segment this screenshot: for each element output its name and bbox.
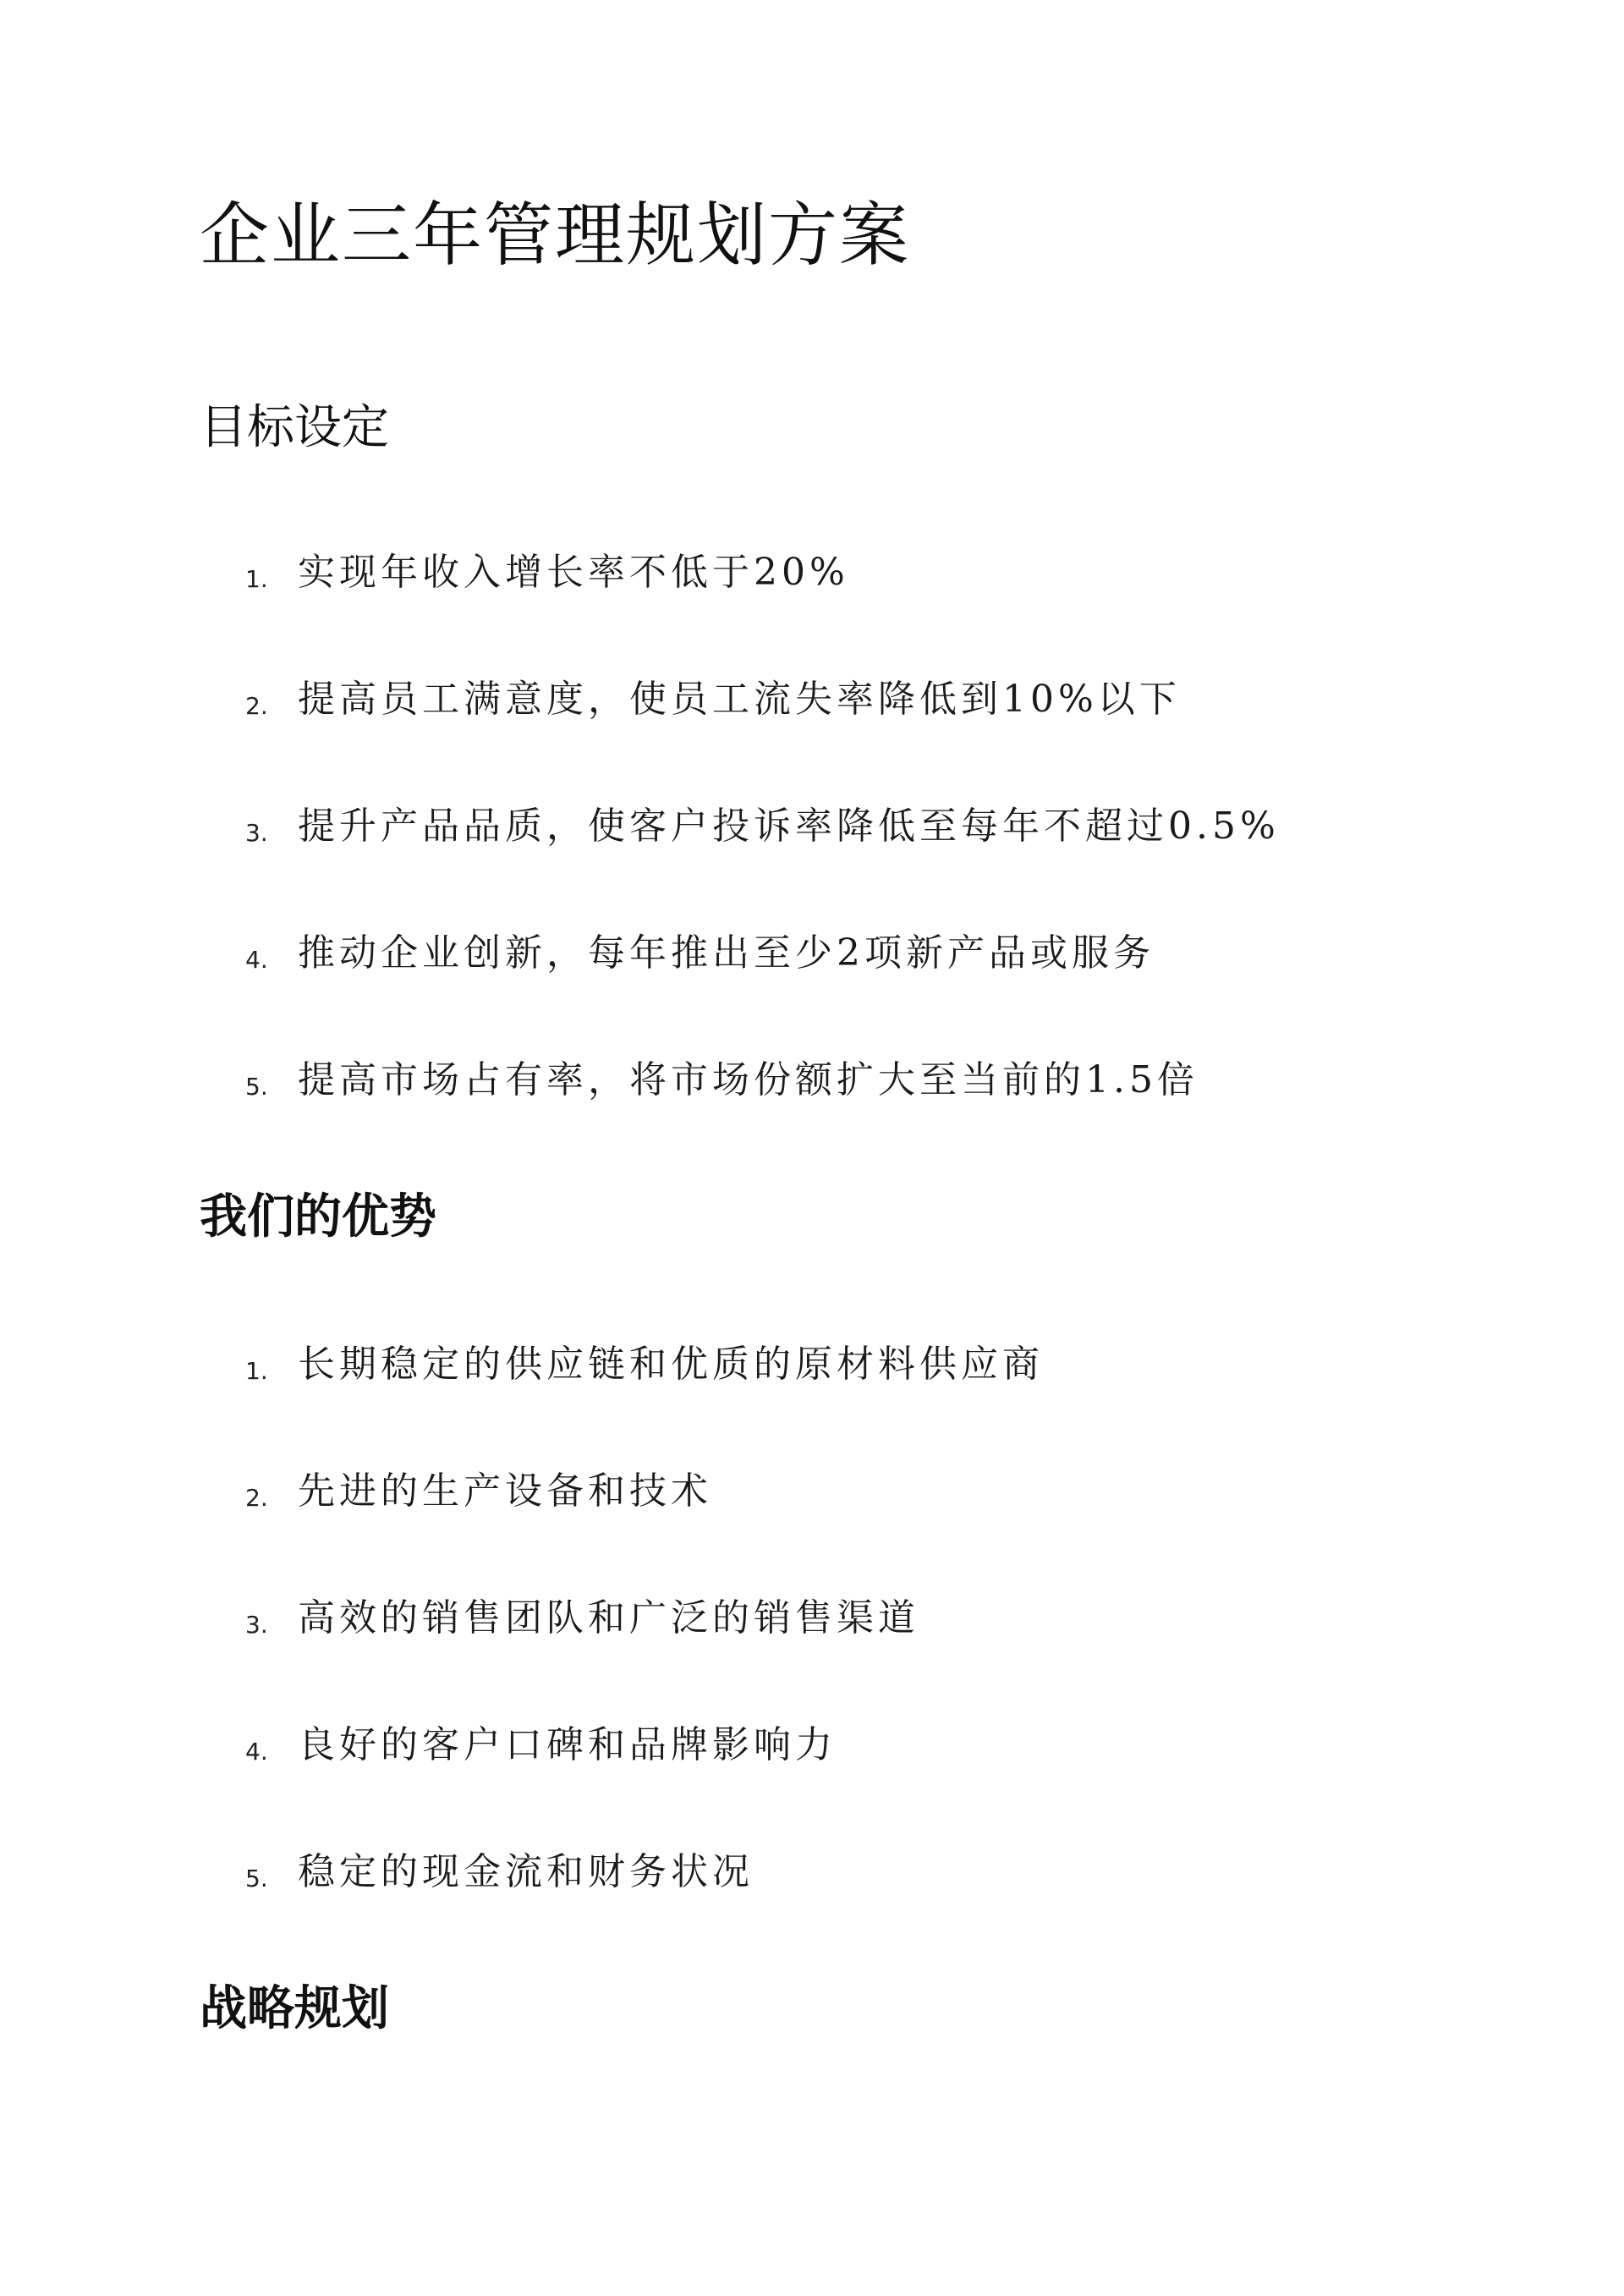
list-item	[0, 1469, 1438, 1520]
list-item	[0, 805, 1438, 855]
section-heading-advantages: 我们的优势	[200, 1189, 436, 1244]
list-item-number: 4.	[245, 946, 268, 974]
list-item-text: 实现年收入增长率不低于20%	[298, 551, 849, 594]
list-item	[0, 1343, 1438, 1393]
list-item-text: 提高员工满意度，使员工流失率降低到10%以下	[298, 678, 1181, 721]
list-item	[0, 551, 1438, 601]
list-item-text: 长期稳定的供应链和优质的原材料供应商	[298, 1343, 1044, 1386]
list-item-text: 高效的销售团队和广泛的销售渠道	[298, 1596, 919, 1640]
section-heading-goals: 目标设定	[200, 400, 389, 455]
list-item-text: 先进的生产设备和技术	[298, 1469, 712, 1513]
list-item	[0, 1058, 1438, 1109]
list-item-number: 3.	[245, 1611, 268, 1639]
list-item-text: 稳定的现金流和财务状况	[298, 1850, 754, 1893]
list-item	[0, 1723, 1438, 1774]
list-item-number: 1.	[245, 565, 268, 593]
document-title: 企业三年管理规划方案	[200, 195, 911, 276]
list-item-number: 1.	[245, 1357, 268, 1385]
list-item	[0, 678, 1438, 728]
list-item	[0, 1850, 1438, 1901]
list-item-number: 5.	[245, 1073, 268, 1101]
list-item-number: 3.	[245, 819, 268, 847]
list-item-number: 2.	[245, 1484, 268, 1512]
list-item-number: 5.	[245, 1865, 268, 1892]
list-item	[0, 1596, 1438, 1647]
list-item-text: 提高市场占有率，将市场份额扩大至当前的1.5倍	[298, 1058, 1199, 1101]
list-item-text: 推动企业创新，每年推出至少2项新产品或服务	[298, 931, 1155, 975]
list-item-number: 4.	[245, 1738, 268, 1766]
section-heading-strategy: 战略规划	[200, 1980, 389, 2036]
list-item-text: 良好的客户口碑和品牌影响力	[298, 1723, 837, 1766]
list-item	[0, 931, 1438, 982]
list-item-number: 2.	[245, 692, 268, 720]
list-item-text: 提升产品品质，使客户投诉率降低至每年不超过0.5%	[298, 805, 1280, 848]
